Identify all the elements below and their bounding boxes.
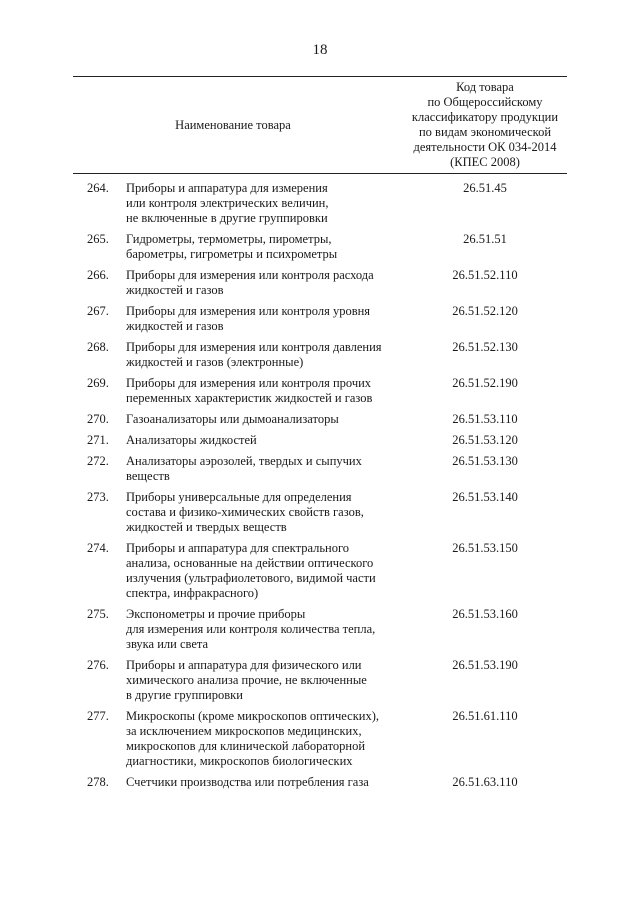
table-row: [73, 304, 567, 334]
row-product-code: 26.51.52.110: [452, 268, 518, 282]
row-number: 267.: [87, 304, 109, 318]
row-product-name: Экспонометры и прочие приборы для измерения или контроля количества тепла, звука или света: [126, 607, 376, 651]
row-product-name: Приборы универсальные для определения состава и физико-химических свойств газов, жидкостей и твердых веществ: [126, 490, 364, 534]
table-row: [73, 541, 567, 601]
table-row: [73, 658, 567, 703]
row-product-name: Приборы и аппаратура для спектрального анализа, основанные на действии оптического излучения (ультрафиолетового, видимой части спектра, инфракрасного): [126, 541, 376, 600]
row-product-name: Газоанализаторы или дымоанализаторы: [126, 412, 339, 426]
row-product-code: 26.51.53.120: [452, 433, 518, 447]
row-product-code: 26.51.51: [463, 232, 507, 246]
row-product-code: 26.51.63.110: [452, 775, 518, 789]
row-product-name: Приборы для измерения или контроля расхода жидкостей и газов: [126, 268, 374, 297]
row-product-name: Приборы для измерения или контроля давления жидкостей и газов (электронные): [126, 340, 382, 369]
table-row: [73, 454, 567, 484]
row-product-code: 26.51.61.110: [452, 709, 518, 723]
row-number: 278.: [87, 775, 109, 789]
table-row: [73, 268, 567, 298]
row-number: 275.: [87, 607, 109, 621]
table-row: [73, 181, 567, 226]
column-header-code: [403, 80, 567, 170]
table-row: [73, 607, 567, 652]
table-row: [73, 490, 567, 535]
row-product-name: Приборы и аппаратура для физического или химического анализа прочие, не включенные в другие группировки: [126, 658, 367, 702]
row-product-code: 26.51.53.190: [452, 658, 518, 672]
row-product-code: 26.51.53.150: [452, 541, 518, 555]
row-product-name: Микроскопы (кроме микроскопов оптических), за исключением микроскопов медицинских, микроскопов для клинической лабораторной диагностики, микроскопов биологических: [126, 709, 379, 768]
row-product-name: Приборы для измерения или контроля прочих переменных характеристик жидкостей и газов: [126, 376, 373, 405]
row-product-name: Гидрометры, термометры, пирометры, барометры, гигрометры и психрометры: [126, 232, 338, 261]
table-body: [73, 181, 567, 796]
row-product-code: 26.51.52.130: [452, 340, 518, 354]
row-number: 276.: [87, 658, 109, 672]
row-product-name: Анализаторы жидкостей: [126, 433, 257, 447]
row-product-name: Анализаторы аэрозолей, твердых и сыпучих веществ: [126, 454, 362, 483]
row-number: 270.: [87, 412, 109, 426]
row-number: 273.: [87, 490, 109, 504]
row-product-code: 26.51.52.190: [452, 376, 518, 390]
row-product-code: 26.51.53.130: [452, 454, 518, 468]
row-product-name: Приборы и аппаратура для измерения или контроля электрических величин, не включенные в другие группировки: [126, 181, 329, 225]
row-number: 272.: [87, 454, 109, 468]
row-product-name: Счетчики производства или потребления газа: [126, 775, 369, 789]
row-product-code: 26.51.52.120: [452, 304, 518, 318]
row-number: 265.: [87, 232, 109, 246]
page-number: 18: [312, 42, 328, 58]
table-row: [73, 412, 567, 427]
row-product-code: 26.51.53.110: [452, 412, 518, 426]
row-number: 271.: [87, 433, 109, 447]
row-product-name: Приборы для измерения или контроля уровня жидкостей и газов: [126, 304, 371, 333]
row-number: 274.: [87, 541, 109, 555]
table-row: [73, 232, 567, 262]
table-row: [73, 376, 567, 406]
column-header-name: Наименование товара: [175, 117, 291, 132]
row-number: 269.: [87, 376, 109, 390]
table-row: [73, 709, 567, 769]
row-number: 264.: [87, 181, 109, 195]
row-number: 268.: [87, 340, 109, 354]
table-header: [73, 76, 567, 174]
column-header-code-text: Код товара по Общероссийскому классификатору продукции по видам экономической деятельности ОК 034-2014 (КПЕС 2008): [411, 80, 559, 169]
row-product-code: 26.51.53.140: [452, 490, 518, 504]
table-row: [73, 775, 567, 790]
row-product-code: 26.51.45: [463, 181, 507, 195]
table-row: [73, 340, 567, 370]
row-product-code: 26.51.53.160: [452, 607, 518, 621]
table-row: [73, 433, 567, 448]
row-number: 277.: [87, 709, 109, 723]
row-number: 266.: [87, 268, 109, 282]
